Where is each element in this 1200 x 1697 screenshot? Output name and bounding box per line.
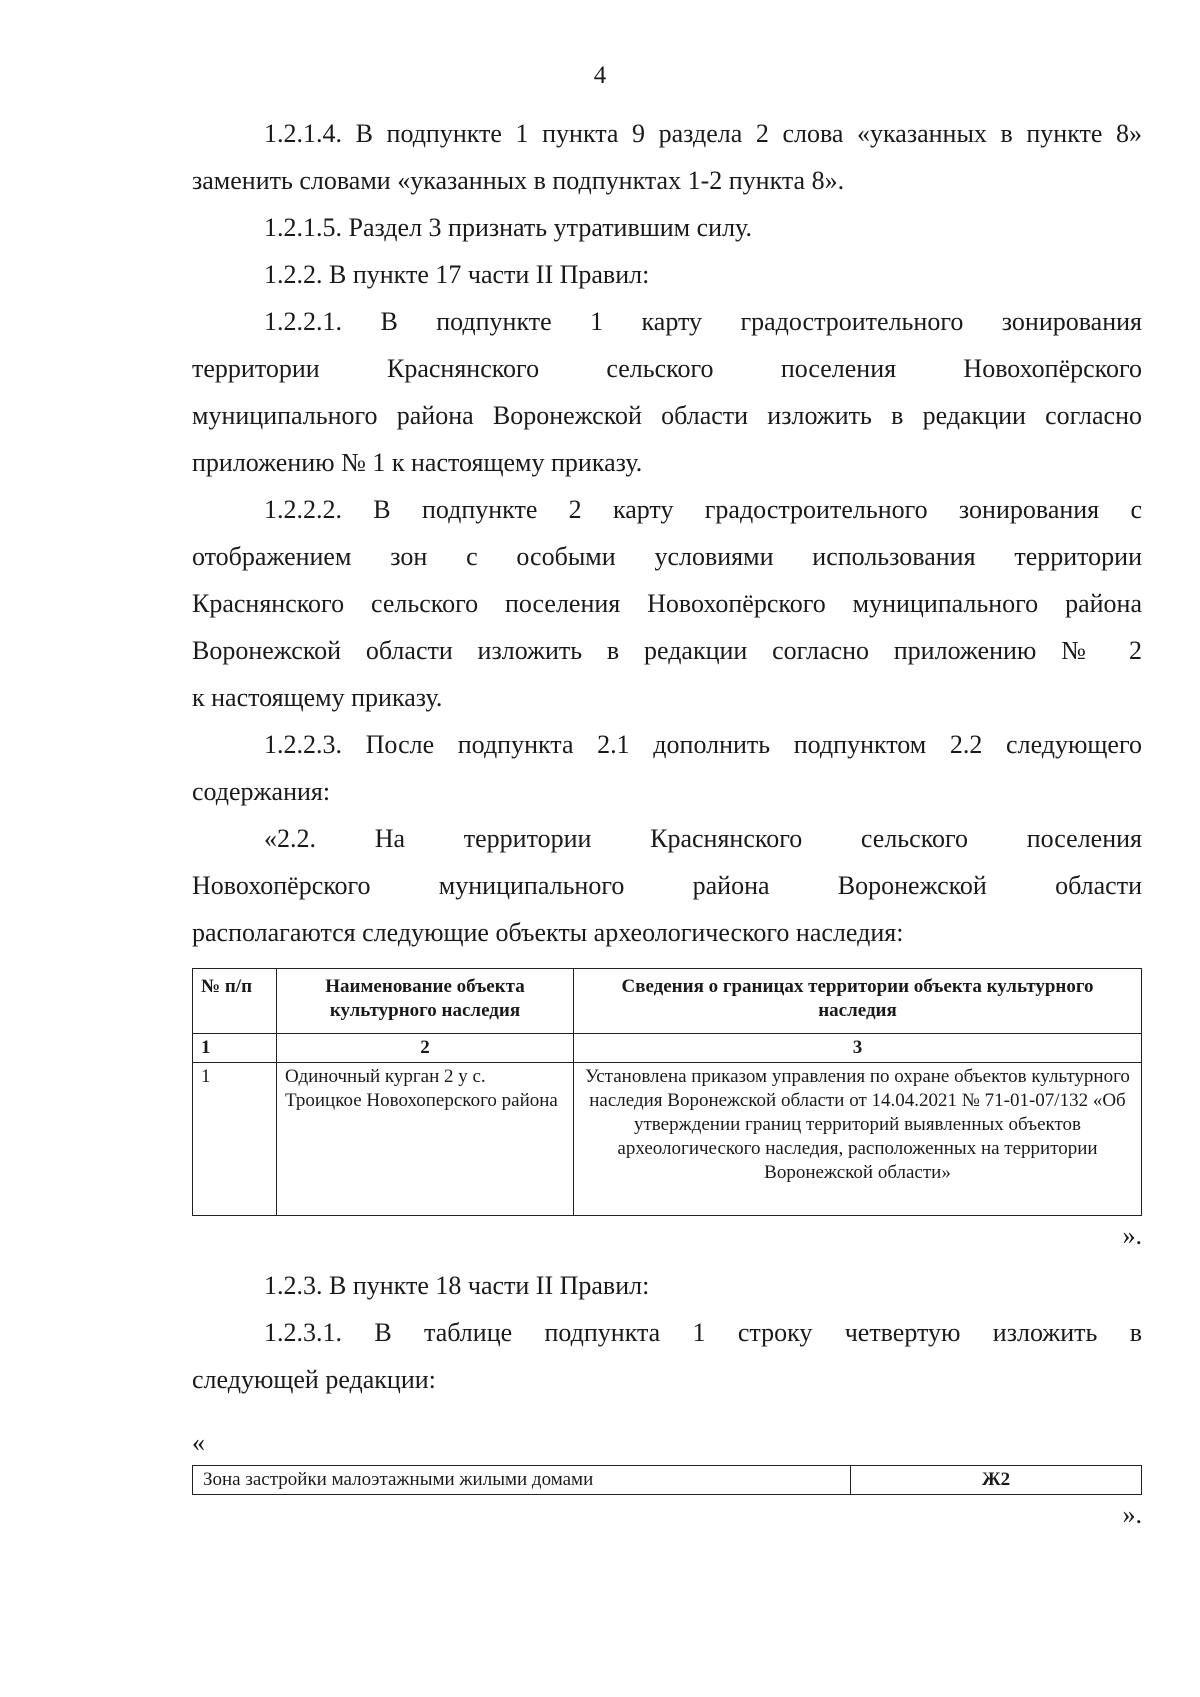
paragraph-1-2-2-3-line1: 1.2.2.3. После подпункта 2.1 дополнить подпунктом 2.2 следующего [264,730,1142,759]
table1-close-quote: ». [1122,1221,1142,1250]
paragraph-1-2-2-2-line5: к настоящему приказу. [192,683,443,712]
zone-row [193,1466,1142,1495]
paragraph-1-2-3-1-line1: 1.2.3.1. В таблице подпункта 1 строку четвертую изложить в [264,1318,1142,1347]
paragraph-1-2-1-4-cont: заменить словами «указанных в подпунктах 1-2 пункта 8». [192,166,845,195]
column-number-2: 2 [277,1034,574,1063]
page-number: 4 [593,62,607,89]
paragraph-1-2-3-1-line2: следующей редакции: [192,1365,436,1394]
table2-open-quote: « [192,1428,205,1457]
paragraph-1-2-2-2-line2: отображением зон с особыми условиями использования территории [192,542,1142,571]
document-body [192,110,1142,1535]
paragraph-1-2-2-2-line1: 1.2.2.2. В подпункте 2 карту градостроительного зонирования с [264,495,1142,524]
table2-close-quote: ». [1122,1500,1142,1529]
paragraph-1-2-1-5: 1.2.1.5. Раздел 3 признать утратившим силу. [264,213,752,242]
paragraph-1-2-2-1-line1: 1.2.2.1. В подпункте 1 карту градостроительного зонирования [264,307,1142,336]
header-number: № п/п [193,969,277,1034]
paragraph-1-2-1-4: 1.2.1.4. В подпункте 1 пункта 9 раздела 2 слова «указанных в пункте 8» [264,119,1142,148]
column-number-3: 3 [574,1034,1142,1063]
paragraph-1-2-3: 1.2.3. В пункте 18 части II Правил: [264,1271,650,1300]
paragraph-1-2-2-1-line4: приложению № 1 к настоящему приказу. [192,448,643,477]
table-row [193,1063,1142,1216]
paragraph-2-2-line2: Новохопёрского муниципального района Воронежской области [192,871,1142,900]
paragraph-1-2-2-1-line2: территории Краснянского сельского поселения Новохопёрского [192,354,1142,383]
row-boundary-info: Установлена приказом управления по охране объектов культурного наследия Воронежской области от 14.04.2021 № 71-01-07/132 «Об утверждении границ территорий выявленных объектов археологического наследия, расположенных на территории Воронежской области» [574,1063,1142,1216]
paragraph-1-2-2-3-line2: содержания: [192,777,331,806]
paragraph-2-2-line3: располагаются следующие объекты археологического наследия: [192,918,904,947]
zone-code-cell: Ж2 [851,1466,1142,1495]
column-number-1: 1 [193,1034,277,1063]
row-object-name: Одиночный курган 2 у с. Троицкое Новохоперского района [277,1063,574,1216]
paragraph-1-2-2-2-line3: Краснянского сельского поселения Новохопёрского муниципального района [192,589,1142,618]
table-header-row [193,969,1142,1034]
paragraph-1-2-2: 1.2.2. В пункте 17 части II Правил: [264,260,650,289]
paragraph-1-2-2-2-line4: Воронежской области изложить в редакции согласно приложению № 2 [192,636,1142,665]
table-column-numbers-row [193,1034,1142,1063]
header-object-name: Наименование объекта культурного наследия [277,969,574,1034]
header-boundary-info: Сведения о границах территории объекта культурного наследия [574,969,1142,1034]
row-number: 1 [193,1063,277,1216]
zone-name-cell: Зона застройки малоэтажными жилыми домами [193,1466,851,1495]
paragraph-2-2-line1: «2.2. На территории Краснянского сельского поселения [264,824,1142,853]
paragraph-1-2-2-1-line3: муниципального района Воронежской области изложить в редакции согласно [192,401,1142,430]
zone-table [192,1465,1142,1495]
heritage-objects-table [192,968,1142,1216]
